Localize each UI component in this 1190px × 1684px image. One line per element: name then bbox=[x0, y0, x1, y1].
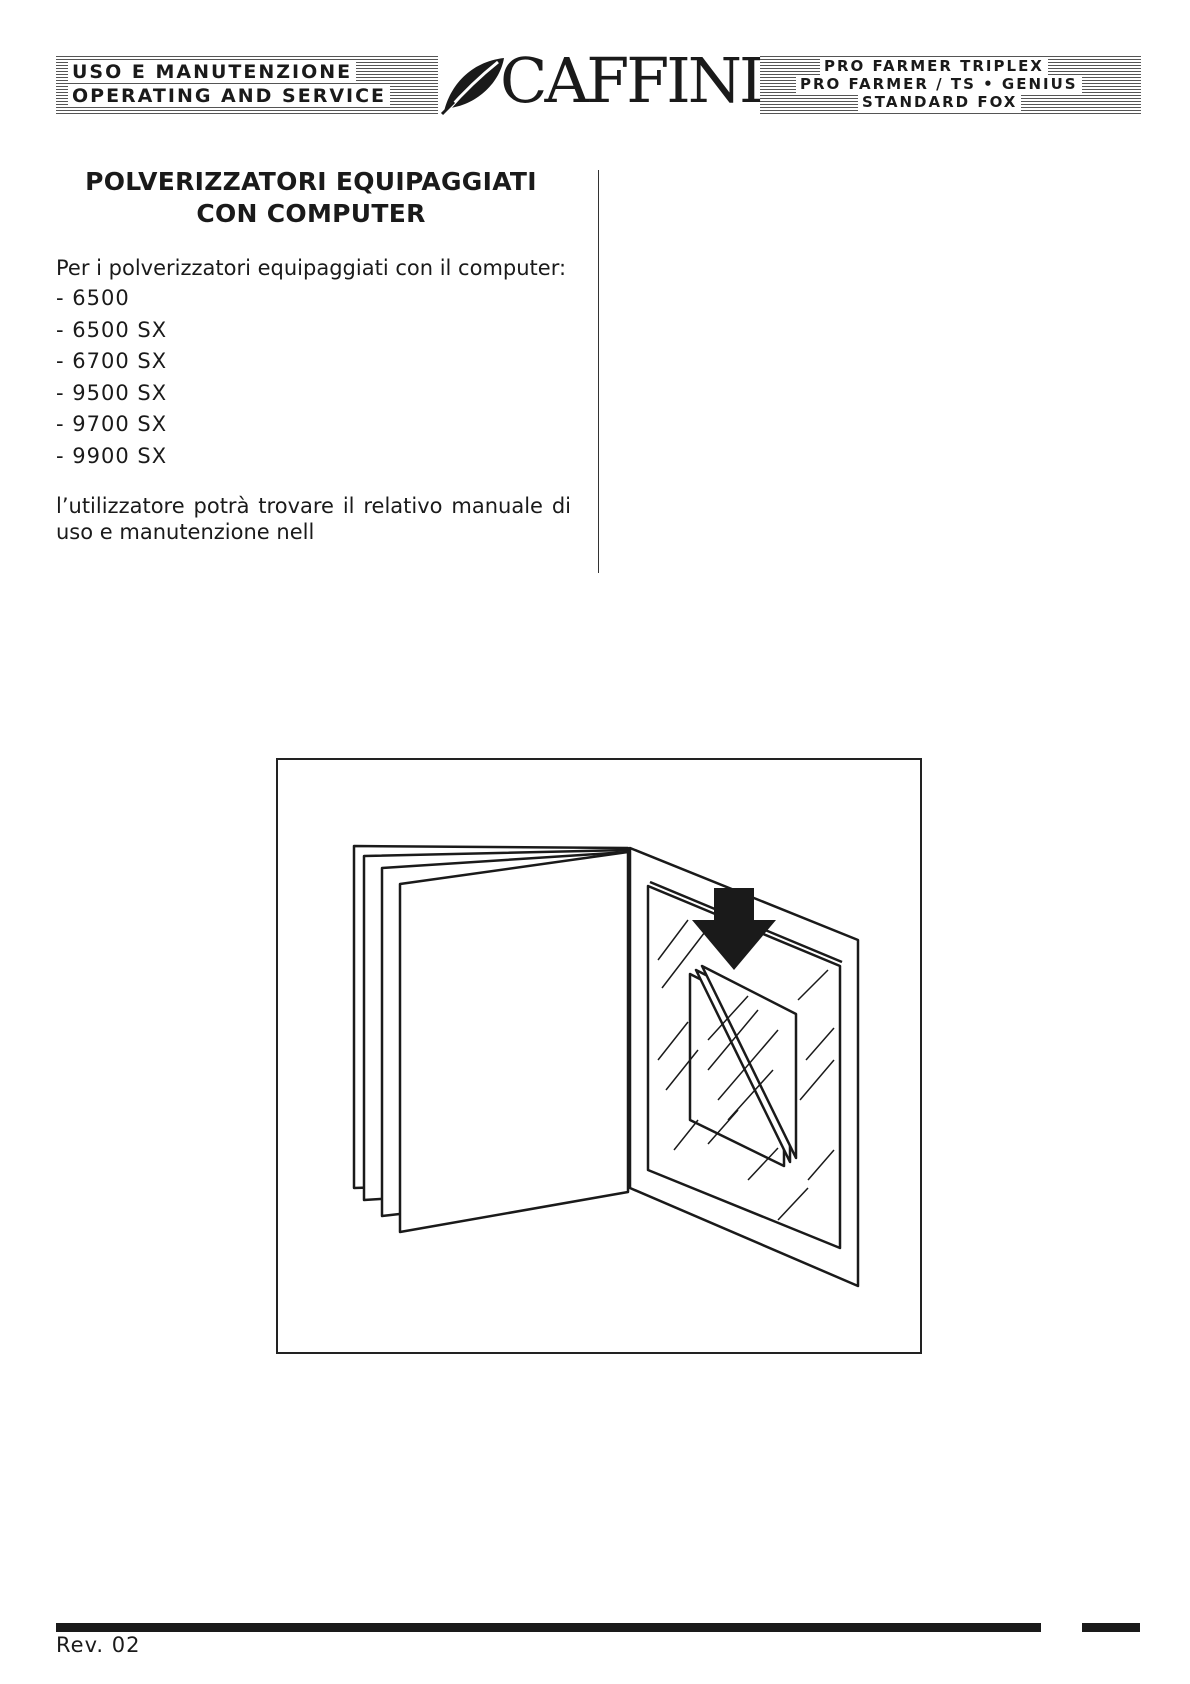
footer-rule bbox=[56, 1623, 1041, 1632]
header-model-line-3: STANDARD FOX bbox=[858, 94, 1021, 111]
model-item: - 6700 SX bbox=[56, 349, 168, 373]
header-right-block bbox=[760, 56, 1141, 114]
brand-name: CAFFINI bbox=[500, 44, 761, 117]
closing-text: l’utilizzatore potrà trovare il relativo manuale di uso e manutenzione nell bbox=[56, 494, 571, 544]
header-title-it: USO E MANUTENZIONE bbox=[68, 62, 356, 82]
header-title-en: OPERATING AND SERVICE bbox=[68, 86, 390, 106]
revision-label: Rev. 02 bbox=[56, 1633, 141, 1657]
column-divider bbox=[598, 170, 599, 573]
footer-tab bbox=[1082, 1623, 1140, 1632]
model-item: - 6500 bbox=[56, 286, 130, 310]
model-item: - 6500 SX bbox=[56, 317, 168, 342]
section-title-line-1: POLVERIZZATORI EQUIPAGGIATI bbox=[85, 167, 537, 196]
header-left-block bbox=[56, 56, 438, 114]
section-title bbox=[56, 166, 566, 230]
model-item: - 9500 SX bbox=[56, 380, 168, 405]
leaf-icon bbox=[440, 52, 506, 118]
section-title-line-2: CON COMPUTER bbox=[196, 199, 426, 228]
manual-pocket-drawing bbox=[278, 760, 920, 1352]
model-list bbox=[56, 283, 167, 472]
intro-text: Per i polverizzatori equipaggiati con il computer: bbox=[56, 256, 567, 280]
model-item: - 9700 SX bbox=[56, 412, 168, 436]
brand-logo bbox=[440, 44, 761, 117]
model-item: - 9900 SX bbox=[56, 443, 168, 468]
header-model-line-1: PRO FARMER TRIPLEX bbox=[820, 58, 1048, 75]
manual-illustration bbox=[276, 758, 922, 1354]
header-model-line-2: PRO FARMER / TS • GENIUS bbox=[796, 76, 1082, 93]
